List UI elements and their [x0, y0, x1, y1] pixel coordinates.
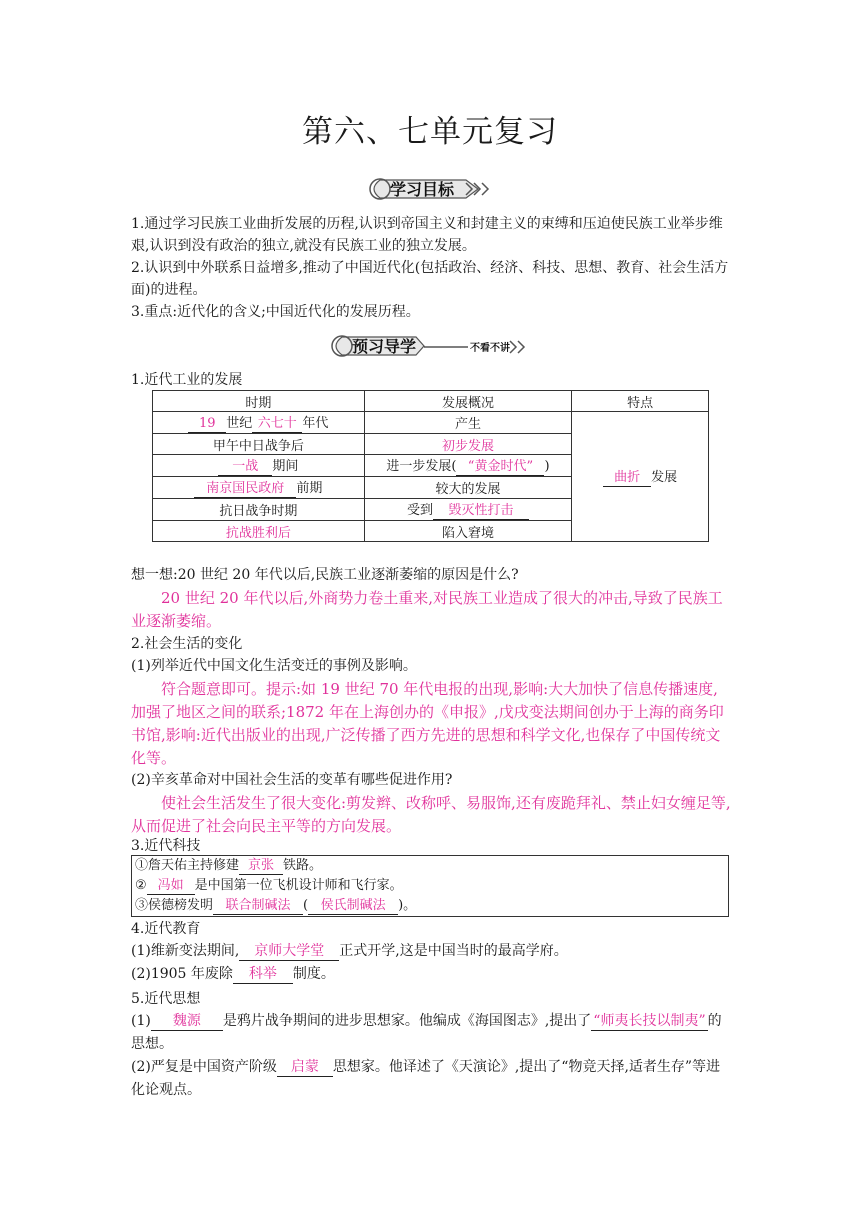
cell-text: 甲午中日战争后 — [153, 434, 365, 455]
answer-blank: 科举 — [233, 966, 293, 984]
cell-text: 受到 — [406, 503, 433, 518]
line-text: (1)维新变法期间, — [131, 943, 240, 959]
line-text: ③侯德榜发明 — [135, 898, 214, 913]
answer-blank: 曲折 — [603, 469, 651, 487]
answer-blank: 19 — [188, 415, 226, 433]
banner-goals-label: 学习目标 — [390, 180, 455, 199]
header-feature: 特点 — [572, 391, 709, 412]
question-2-2: (2)辛亥革命对中国社会生活的变革有哪些促进作用? — [131, 772, 453, 788]
line-text: (1) — [131, 1013, 151, 1029]
line-text: 思想家。他译述了《天演论》,提出了“物竞天择,适者生存”等进化论观点。 — [131, 1059, 721, 1098]
cell-text: 进一步发展( — [386, 459, 457, 474]
line-text: (2)1905 年废除 — [131, 966, 233, 982]
section-4-heading: 4.近代教育 — [131, 921, 201, 937]
section-3-heading: 3.近代科技 — [131, 838, 201, 854]
cell-text: ) — [544, 459, 550, 474]
cell-text: 陷入窘境 — [364, 521, 572, 542]
line-text: ② — [135, 878, 147, 893]
banner-ornament-icon — [366, 172, 494, 206]
cell-text: 年代 — [302, 416, 329, 431]
education-line-2 — [131, 963, 731, 985]
thought-line-1 — [131, 1010, 731, 1056]
header-period: 时期 — [153, 391, 365, 412]
table-header-row — [153, 391, 709, 412]
answer-2-2: 使社会生活发生了很大变化:剪发辫、改称呼、易服饰,还有废跪拜礼、禁止妇女缠足等,从而促进了社会向民主平等的方向发展。 — [131, 794, 731, 835]
cell-text: 期间 — [272, 459, 299, 474]
question-2-1: (1)列举近代中国文化生活变迁的事例及影响。 — [131, 658, 417, 674]
line-text: 是中国第一位飞机设计师和飞行家。 — [194, 878, 403, 893]
answer-blank: 京师大学堂 — [239, 943, 339, 961]
science-line-2 — [135, 876, 725, 896]
think-answer: 20 世纪 20 年代以后,外商势力卷土重来,对民族工业造成了很大的冲击,导致了民族工业逐渐萎缩。 — [131, 589, 723, 630]
line-text: 是鸦片战争期间的进步思想家。他编成《海国图志》,提出了 — [222, 1013, 592, 1029]
science-line-3 — [135, 896, 725, 916]
answer-blank: 魏源 — [151, 1013, 223, 1031]
page-title: 第六、七单元复习 — [302, 114, 558, 150]
answer-blank: 南京国民政府 — [194, 480, 296, 498]
answer-blank: 联合制碱法 — [213, 897, 303, 915]
cell-text: 抗日战争时期 — [153, 499, 365, 521]
answer-blank: 侯氏制碱法 — [308, 897, 398, 915]
cell-text: 世纪 — [226, 416, 253, 431]
answer-blank: 六七十 — [252, 415, 302, 433]
section-5-heading: 5.近代思想 — [131, 991, 201, 1007]
answer-2-1: 符合题意即可。提示:如 19 世纪 70 年代电报的出现,影响:大大加快了信息传播速度,加强了地区之间的联系;1872 年在上海创办的《申报》,戊戌变法期间创办于上海的商务印书馆,影响:近代出版业的出现,广泛传播了西方先进的思想和科学文化,也保存了中国传统文化等。 — [131, 680, 724, 767]
table-row — [153, 412, 709, 434]
goal-3: 3.重点:近代化的含义;中国近代化的发展历程。 — [131, 304, 420, 320]
line-text: 的思想。 — [131, 1013, 722, 1052]
banner-preview-label: 预习导学 — [352, 337, 417, 356]
line-text: ( — [303, 898, 309, 913]
section-1-heading: 1.近代工业的发展 — [131, 372, 243, 388]
answer-cell: 抗战胜利后 — [153, 521, 365, 542]
line-text: ①詹天佑主持修建 — [135, 858, 240, 873]
line-text: 制度。 — [292, 966, 335, 982]
answer-blank: “师夷长技以制夷” — [593, 1013, 706, 1029]
answer-blank: “黄金时代” — [456, 458, 544, 476]
section-2-heading: 2.社会生活的变化 — [131, 636, 243, 652]
section-banner-goals — [366, 172, 494, 206]
feature-cell — [572, 412, 709, 542]
cell-text: 前期 — [296, 481, 323, 496]
answer-blank: 冯如 — [147, 877, 195, 895]
thought-line-2 — [131, 1056, 731, 1102]
science-box — [131, 855, 729, 917]
think-question: 想一想:20 世纪 20 年代以后,民族工业逐渐萎缩的原因是什么? — [131, 567, 519, 583]
banner-preview-sub: 不看不讲 — [470, 343, 510, 354]
goal-2: 2.认识到中外联系日益增多,推动了中国近代化(包括政治、经济、科技、思想、教育、社会生活方面)的进程。 — [131, 260, 729, 298]
industry-table — [152, 390, 709, 542]
answer-blank: 毁灭性打击 — [433, 502, 529, 520]
answer-blank: 京张 — [239, 857, 283, 875]
education-line-1 — [131, 940, 731, 962]
science-line-1 — [135, 856, 725, 876]
header-overview: 发展概况 — [364, 391, 572, 412]
cell-text: 产生 — [364, 412, 572, 434]
section-banner-preview — [328, 329, 533, 363]
answer-cell: 初步发展 — [364, 434, 572, 455]
answer-blank: 一战 — [218, 458, 272, 476]
cell-text: 发展 — [651, 470, 678, 485]
line-text: (2)严复是中国资产阶级 — [131, 1059, 277, 1075]
line-text: )。 — [398, 898, 417, 913]
line-text: 正式开学,这是中国当时的最高学府。 — [339, 943, 568, 959]
answer-blank: 启蒙 — [277, 1059, 333, 1077]
goal-1: 1.通过学习民族工业曲折发展的历程,认识到帝国主义和封建主义的束缚和压迫使民族工业举步维艰,认识到没有政治的独立,就没有民族工业的独立发展。 — [131, 216, 723, 254]
cell-text: 较大的发展 — [364, 477, 572, 499]
line-text: 铁路。 — [283, 858, 323, 873]
banner-ornament-icon — [328, 329, 533, 363]
